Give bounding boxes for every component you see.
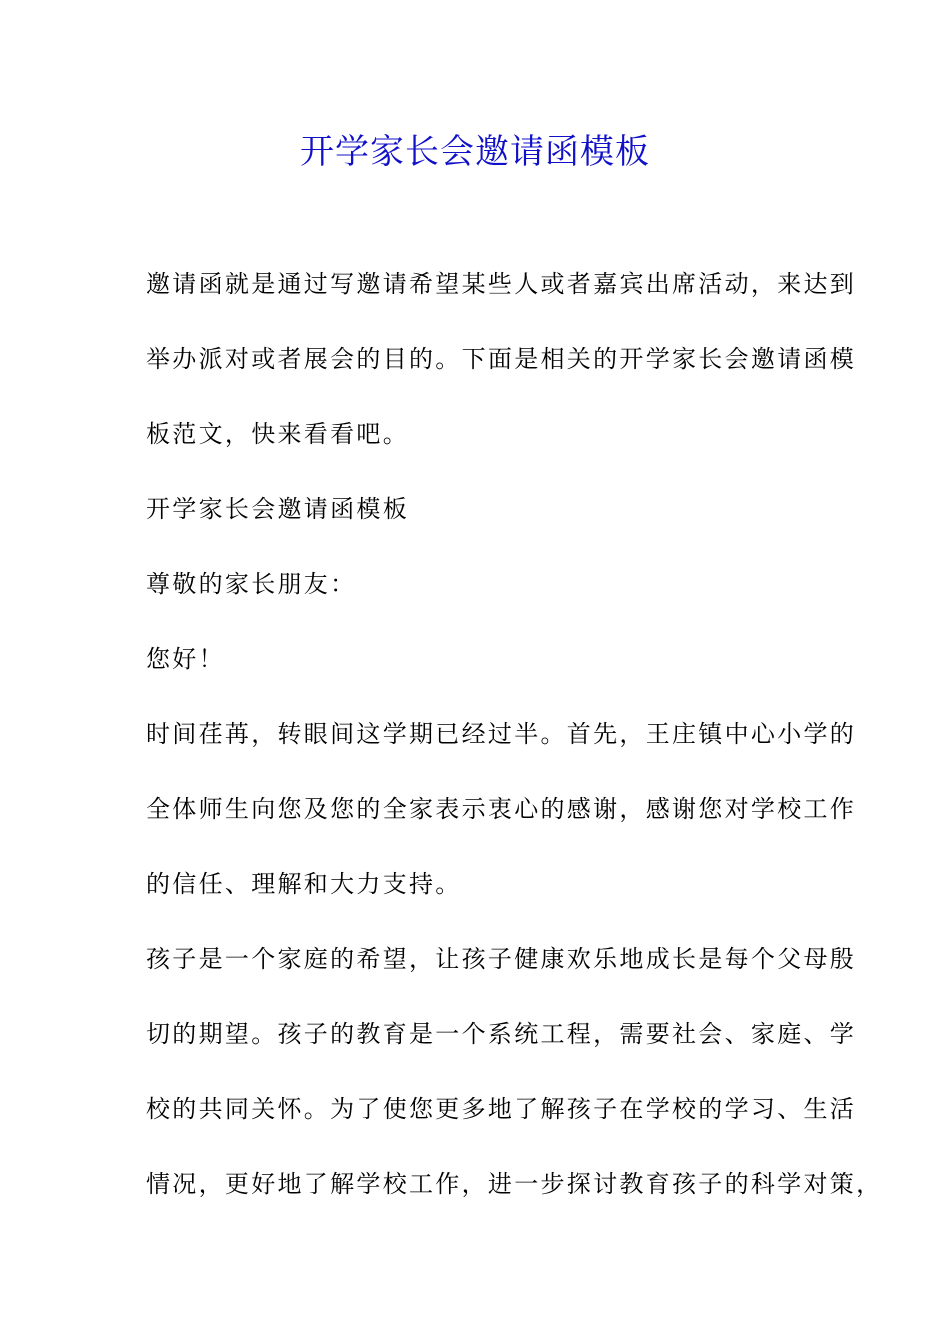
paragraph-1-line-2: 全体师生向您及您的全家表示衷心的感谢，感谢您对学校工作: [146, 795, 857, 823]
intro-line-1: 邀请函就是通过写邀请希望某些人或者嘉宾出席活动，来达到: [146, 270, 857, 298]
salutation: 尊敬的家长朋友：: [146, 570, 357, 598]
section-heading: 开学家长会邀请函模板: [146, 495, 409, 523]
intro-line-2: 举办派对或者展会的目的。下面是相关的开学家长会邀请函模: [146, 345, 857, 373]
intro-line-3: 板范文，快来看看吧。: [146, 420, 409, 448]
paragraph-2-line-4: 情况，更好地了解学校工作，进一步探讨教育孩子的科学对策，: [146, 1170, 883, 1198]
greeting: 您好！: [146, 645, 225, 673]
document-body: [146, 258, 883, 1233]
paragraph-2-line-3: 校的共同关怀。为了使您更多地了解孩子在学校的学习、生活: [146, 1095, 857, 1123]
document-title: 开学家长会邀请函模板: [300, 132, 650, 172]
paragraph-2-line-1: 孩子是一个家庭的希望，让孩子健康欢乐地成长是每个父母殷: [146, 945, 857, 973]
paragraph-2-line-2: 切的期望。孩子的教育是一个系统工程，需要社会、家庭、学: [146, 1020, 857, 1048]
paragraph-1-line-1: 时间荏苒，转眼间这学期已经过半。首先，王庄镇中心小学的: [146, 720, 857, 748]
paragraph-1-line-3: 的信任、理解和大力支持。: [146, 870, 462, 898]
